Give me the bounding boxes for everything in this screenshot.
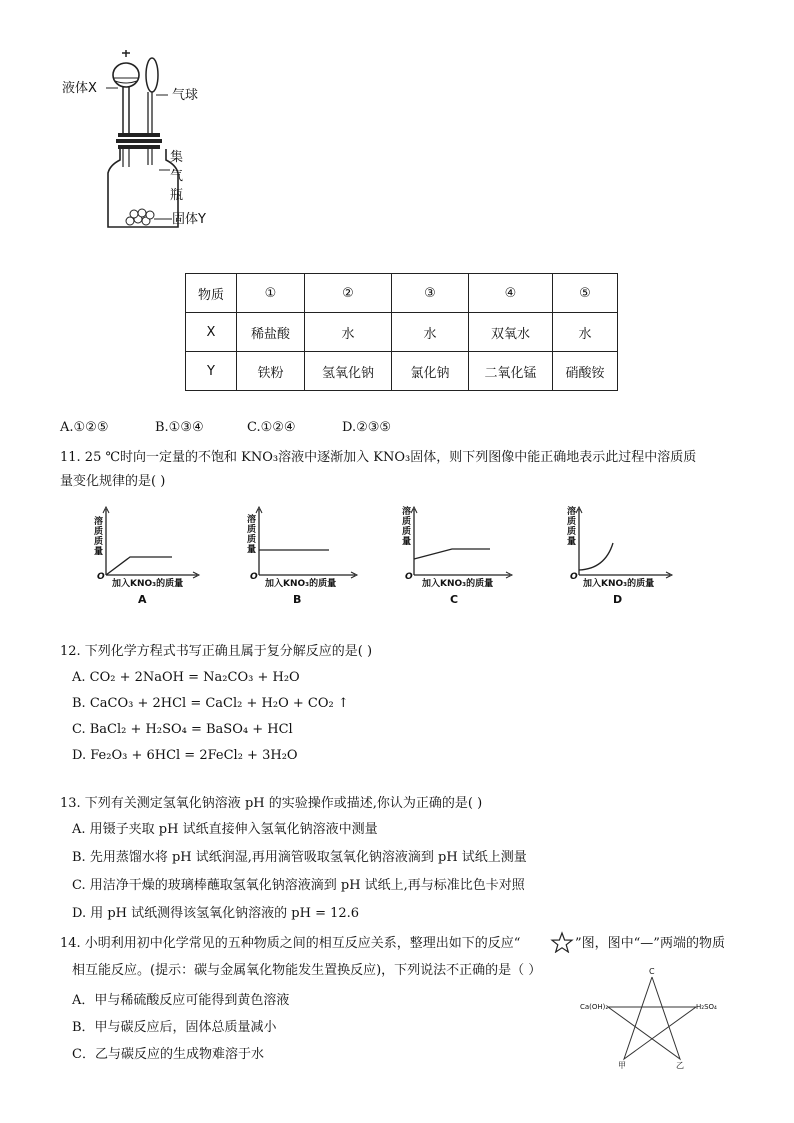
star-top-label: C <box>649 967 655 976</box>
table-cell: ③ <box>392 274 469 313</box>
table-row-y <box>186 352 618 391</box>
table-cell: X <box>186 313 237 352</box>
table-cell: 氯化钠 <box>392 352 469 391</box>
q12-stem: 12. 下列化学方程式书写正确且属于复分解反应的是( ) <box>60 644 373 659</box>
star-diagram <box>580 965 730 1075</box>
q10-option-d[interactable]: D.②③⑤ <box>342 420 392 435</box>
star-bottom-left-label: 甲 <box>618 1061 626 1070</box>
q10-option-b[interactable]: B.①③④ <box>155 420 204 435</box>
q13-option-c[interactable]: C. 用洁净干燥的玻璃棒蘸取氢氧化钠溶液滴到 pH 试纸上,再与标准比色卡对照 <box>72 878 525 893</box>
graph-a-plot <box>92 505 212 615</box>
table-cell: 物质 <box>186 274 237 313</box>
star-icon <box>550 931 574 953</box>
graph-d-plot <box>565 505 685 615</box>
q13-option-d[interactable]: D. 用 pH 试纸测得该氢氧化钠溶液的 pH = 12.6 <box>72 906 360 921</box>
q12-option-d[interactable]: D. Fe₂O₃ + 6HCl = 2FeCl₂ + 3H₂O <box>72 748 298 763</box>
table-cell: ② <box>305 274 392 313</box>
table-cell: 铁粉 <box>237 352 305 391</box>
graph-b-xlabel: 加入KNO₃的质量 <box>265 579 337 589</box>
graph-b[interactable] <box>245 505 365 615</box>
q13-stem: 13. 下列有关测定氢氧化钠溶液 pH 的实验操作或描述,你认为正确的是( ) <box>60 796 483 811</box>
graph-d-origin: O <box>570 572 578 582</box>
graph-b-caption: B <box>293 593 302 606</box>
table-cell: ④ <box>469 274 553 313</box>
table-cell: 水 <box>305 313 392 352</box>
graph-c[interactable] <box>400 505 520 615</box>
q10-option-a[interactable]: A.①②⑤ <box>60 420 109 435</box>
q12-option-c[interactable]: C. BaCl₂ + H₂SO₄ = BaSO₄ + HCl <box>72 722 293 737</box>
q14-option-c[interactable]: C．乙与碳反应的生成物难溶于水 <box>72 1047 264 1062</box>
graph-c-xlabel: 加入KNO₃的质量 <box>422 579 494 589</box>
substance-table <box>185 273 618 391</box>
table-cell: 双氧水 <box>469 313 553 352</box>
q14-option-b[interactable]: B．甲与碳反应后，固体总质量减小 <box>72 1020 277 1035</box>
table-cell: 水 <box>392 313 469 352</box>
star-bottom-right-label: 乙 <box>676 1061 684 1070</box>
bottle-label-2: 气 <box>170 169 184 184</box>
star-left-label: Ca(OH)₂ <box>580 1003 609 1011</box>
graph-a[interactable] <box>92 505 212 615</box>
q12-option-b[interactable]: B. CaCO₃ + 2HCl = CaCl₂ + H₂O + CO₂ ↑ <box>72 696 349 711</box>
gas-bottle-diagram <box>60 45 230 240</box>
graph-a-caption: A <box>138 593 147 606</box>
table-cell: Y <box>186 352 237 391</box>
q14-stem-line2: 相互能反应。(提示：碳与金属氧化物能发生置换反应)，下列说法不正确的是（ ） <box>72 963 542 978</box>
star-right-label: H₂SO₄ <box>696 1003 717 1011</box>
star-diagram-lines <box>580 965 730 1075</box>
q13-option-a[interactable]: A. 用镊子夹取 pH 试纸直接伸入氢氧化钠溶液中测量 <box>72 822 378 837</box>
graph-d-caption: D <box>613 593 623 606</box>
graph-a-origin: O <box>97 572 105 582</box>
q11-stem-line1: 11. 25 ℃时向一定量的不饱和 KNO₃溶液中逐渐加入 KNO₃固体，则下列图像中能正确地表示此过程中溶质质 <box>60 450 697 465</box>
q10-option-c[interactable]: C.①②④ <box>247 420 296 435</box>
table-header-row <box>186 274 618 313</box>
graph-b-ylabel: 溶质质量 <box>247 515 257 555</box>
q14-option-a[interactable]: A．甲与稀硫酸反应可能得到黄色溶液 <box>72 993 290 1008</box>
table-row-x <box>186 313 618 352</box>
graph-c-caption: C <box>450 593 459 606</box>
graph-a-xlabel: 加入KNO₃的质量 <box>112 579 184 589</box>
table-cell: 氢氧化钠 <box>305 352 392 391</box>
graph-d[interactable] <box>565 505 685 615</box>
liquid-x-label: 液体X <box>62 81 97 96</box>
balloon-label: 气球 <box>172 88 199 103</box>
table-cell: ① <box>237 274 305 313</box>
graph-a-ylabel: 溶质质量 <box>94 517 104 557</box>
q13-option-b[interactable]: B. 先用蒸馏水将 pH 试纸润湿,再用滴管吸取氢氧化钠溶液滴到 pH 试纸上测量 <box>72 850 527 865</box>
q11-stem-line2: 量变化规律的是( ) <box>60 474 166 489</box>
table-cell: 稀盐酸 <box>237 313 305 352</box>
q14-stem-line1a: 14. 小明利用初中化学常见的五种物质之间的相互反应关系，整理出如下的反应“ <box>60 936 521 951</box>
bottle-label-1: 集 <box>170 150 184 165</box>
solid-y-label: 固体Y <box>172 212 206 227</box>
table-cell: ⑤ <box>553 274 618 313</box>
table-cell: 水 <box>553 313 618 352</box>
bottle-label-3: 瓶 <box>170 188 184 203</box>
table-cell: 二氧化锰 <box>469 352 553 391</box>
graph-c-ylabel: 溶质质量 <box>402 507 412 547</box>
apparatus-figure <box>60 45 230 240</box>
graph-c-origin: O <box>405 572 413 582</box>
q14-stem-line1b: ”图，图中“—”两端的物质 <box>575 936 725 951</box>
table-cell: 硝酸铵 <box>553 352 618 391</box>
graph-d-ylabel: 溶质质量 <box>567 507 577 547</box>
graph-b-plot <box>245 505 365 615</box>
graph-b-origin: O <box>250 572 258 582</box>
graph-d-xlabel: 加入KNO₃的质量 <box>583 579 655 589</box>
q12-option-a[interactable]: A. CO₂ + 2NaOH = Na₂CO₃ + H₂O <box>72 670 300 685</box>
graph-c-plot <box>400 505 520 615</box>
